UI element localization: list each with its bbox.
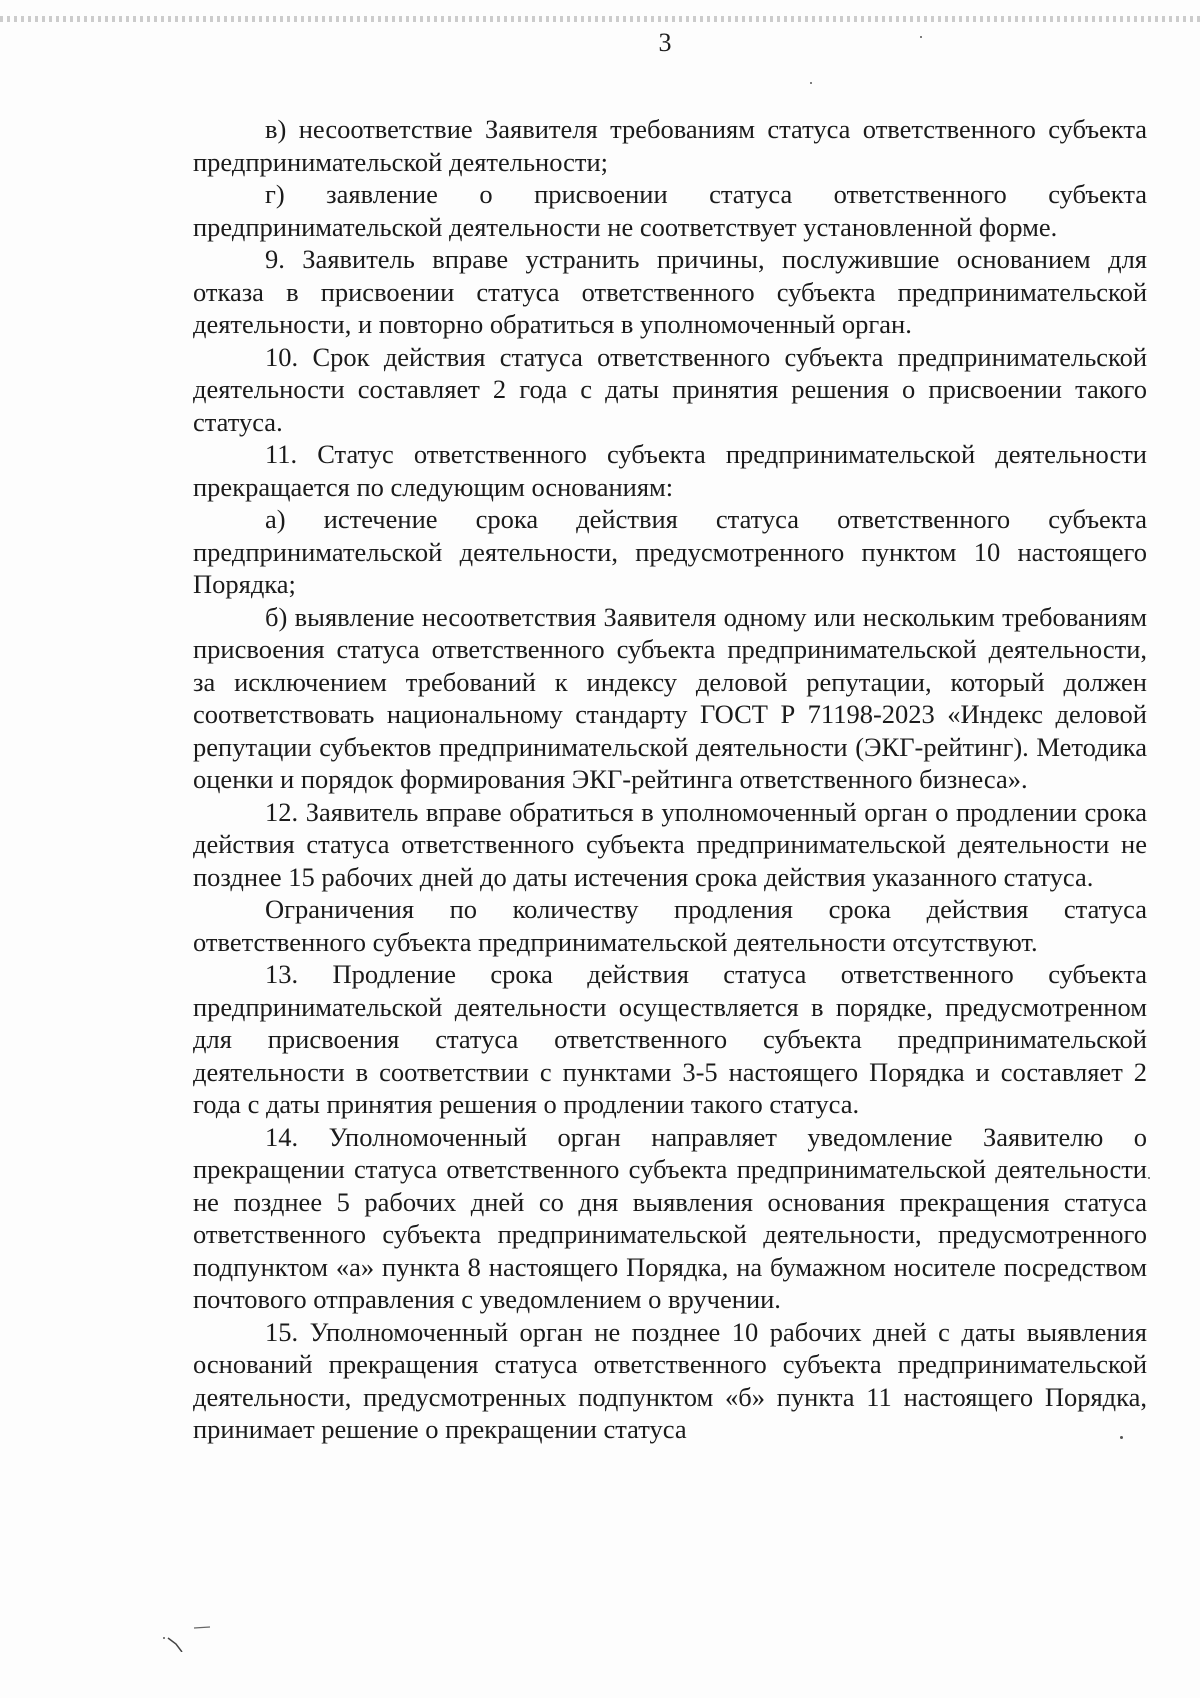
scan-speck bbox=[1148, 1177, 1150, 1179]
page-number: 3 bbox=[658, 28, 672, 57]
document-body bbox=[193, 113, 1147, 1446]
scan-noise-top bbox=[0, 16, 1200, 22]
scan-speck bbox=[1120, 1436, 1123, 1439]
paragraph-sub-g: г) заявление о присвоении статуса ответственного субъекта предпринимательской деятельности не соответствует установленной форме. bbox=[193, 179, 1147, 242]
scan-speck bbox=[810, 82, 812, 84]
paragraph-11-sub-a: а) истечение срока действия статуса ответственного субъекта предпринимательской деятельности, предусмотренного пунктом 10 настоящего Порядка; bbox=[193, 504, 1147, 599]
paragraph-12-limits: Ограничения по количеству продления срока действия статуса ответственного субъекта предпринимательской деятельности отсутствуют. bbox=[193, 894, 1147, 957]
paragraph-sub-v: в) несоответствие Заявителя требованиям статуса ответственного субъекта предпринимательской деятельности; bbox=[193, 114, 1147, 177]
paragraph-15: 15. Уполномоченный орган не позднее 10 рабочих дней с даты выявления оснований прекращения статуса ответственного субъекта предпринимательской деятельности, предусмотренных подпунктом «б» пункта 11 настоящего Порядка, принимает решение о прекращении статуса bbox=[193, 1316, 1147, 1444]
paragraph-10: 10. Срок действия статуса ответственного субъекта предпринимательской деятельности составляет 2 года с даты принятия решения о присвоении такого статуса. bbox=[193, 341, 1147, 437]
paragraph-14: 14. Уполномоченный орган направляет уведомление Заявителю о прекращении статуса ответственного субъекта предпринимательской деятельности не позднее 5 рабочих дней со дня выявления основания прекращения статуса ответственного субъекта предпринимательской деятельности, предусмотренного подпунктом «а» пункта 8 настоящего Порядка, на бумажном носителе посредством почтового отправления с уведомлением о вручении. bbox=[193, 1121, 1147, 1314]
paragraph-13: 13. Продление срока действия статуса ответственного субъекта предпринимательской деятельности осуществляется в порядке, предусмотренном для присвоения статуса ответственного субъекта предпринимательской деятельности в соответствии с пунктами 3-5 настоящего Порядка и составляет 2 года с даты принятия решения о продлении такого статуса. bbox=[193, 959, 1147, 1119]
paragraph-11-sub-b: б) выявление несоответствия Заявителя одному или нескольким требованиям присвоения статуса ответственного субъекта предпринимательской деятельности, за исключением требований к индексу деловой репутации, который должен соответствовать национальному стандарту ГОСТ Р 71198-2023 «Индекс деловой репутации субъектов предпринимательской деятельности (ЭКГ-рейтинг). Методика оценки и порядок формирования ЭКГ-рейтинга ответственного бизнеса». bbox=[193, 601, 1147, 794]
paragraph-9: 9. Заявитель вправе устранить причины, послужившие основанием для отказа в присвоении статуса ответственного субъекта предпринимательской деятельности, и повторно обратиться в уполномоченный орган. bbox=[193, 244, 1147, 339]
scan-corner-mark bbox=[160, 1620, 224, 1652]
paragraph-12: 12. Заявитель вправе обратиться в уполномоченный орган о продлении срока действия статуса ответственного субъекта предпринимательской деятельности не позднее 15 рабочих дней до даты истечения срока действия указанного статуса. bbox=[193, 796, 1147, 892]
paragraph-11: 11. Статус ответственного субъекта предпринимательской деятельности прекращается по следующим основаниям: bbox=[193, 439, 1147, 502]
scan-speck bbox=[920, 36, 922, 38]
